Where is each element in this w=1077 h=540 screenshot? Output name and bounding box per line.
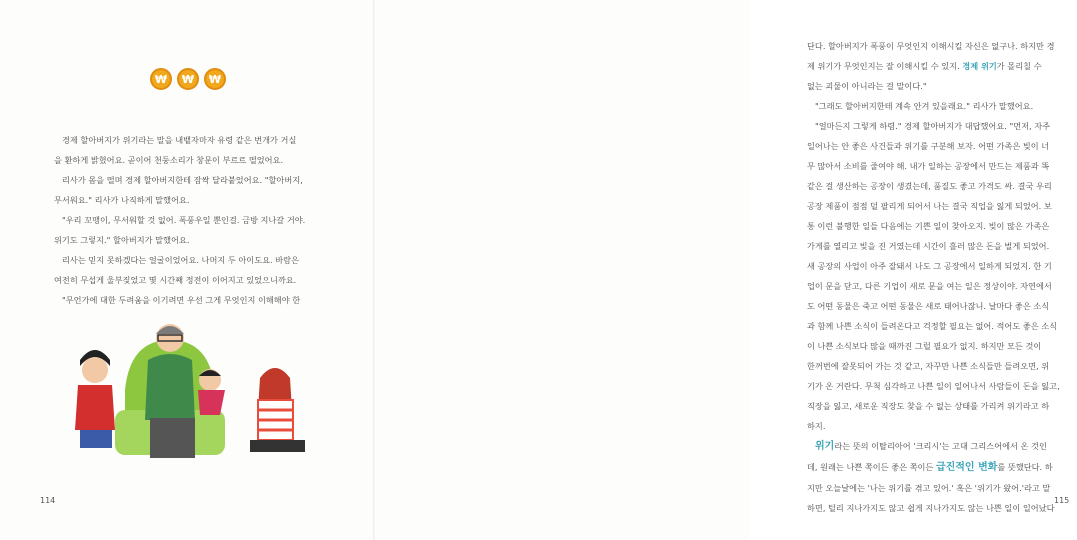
paragraph-line: 여전히 무섭게 울부짖었고 몇 시간째 정전이 이어지고 있었으니까요. — [54, 275, 297, 285]
paragraph-line: "우리 꼬맹이, 무서워할 것 없어. 폭풍우일 뿐인걸. 금방 지나갈 거야. — [62, 215, 306, 225]
paragraph-line: 직장을 잃고, 새로운 직장도 찾을 수 없는 상태를 가리켜 위기라고 하 — [807, 401, 1050, 411]
won-coin-icon: ₩ — [150, 68, 172, 90]
paragraph-line: 위기도 그렇지." 할아버지가 말했어요. — [54, 235, 190, 245]
paragraph-line: 지만 오늘날에는 '나는 위기를 겪고 있어.' 혹은 '위기가 왔어.'라고 말 — [807, 483, 1051, 493]
page-number: 114 — [40, 496, 56, 505]
paragraph-line: 제 위기가 무엇인지는 잘 이해시킬 수 있지. 경제 위기가 몰리칠 수 — [807, 61, 1042, 71]
paragraph-line: 기가 온 거란다. 무척 심각하고 나쁜 일이 일어나서 사람들이 돈을 잃고, — [807, 381, 1060, 391]
family-illustration — [70, 300, 320, 500]
paragraph-line: 업이 문을 닫고, 다른 기업이 새로 문을 여는 일은 정상이야. 자연에서 — [807, 281, 1052, 291]
paragraph-line: 을 환하게 밝혔어요. 곧이어 천둥소리가 창문이 부르르 떨었어요. — [54, 155, 284, 165]
paragraph-line: 통 이런 불행한 일들 다음에는 기쁜 일이 찾아오지. 빚이 많은 가족은 — [807, 221, 1050, 231]
paragraph-line: 없는 괴물이 아니라는 걸 말이다." — [807, 81, 927, 91]
won-coin-icon: ₩ — [177, 68, 199, 90]
paragraph-line: 하지. — [807, 421, 826, 431]
paragraph-line: 위기라는 뜻의 이탈리아어 '크리시'는 고대 그리스어에서 온 것인 — [815, 441, 1047, 452]
right-page — [375, 0, 1070, 540]
paragraph-line: 무서워요." 리사가 나직하게 말했어요. — [54, 195, 190, 205]
right-body-text — [807, 36, 1077, 518]
paragraph-line: 새 공장의 사업이 아주 잘돼서 나도 그 공장에서 일하게 되었지. 한 기 — [807, 261, 1052, 271]
won-coin-icon: ₩ — [204, 68, 226, 90]
paragraph-line: 리사는 믿지 못하겠다는 얼굴이었어요. 나머지 두 아이도요. 바람은 — [62, 255, 299, 265]
page-number: 115 — [1054, 496, 1070, 505]
paragraph-line: 경제 할아버지가 위기라는 말을 내뱉자마자 유령 같은 번개가 거실 — [62, 135, 297, 145]
paragraph-line: 리사가 몸을 떨며 경제 할아버지한테 잠싹 달라붙었어요. "할아버지, — [62, 175, 303, 185]
coin-ornament — [150, 68, 226, 90]
paragraph-line: 도 어떤 동물은 죽고 어떤 동물은 새로 태어나잖니. 날마다 좋은 소식 — [807, 301, 1050, 311]
paragraph-line: 가게를 열리고 빚을 진 거였는데 시간이 흘러 많은 돈을 벌게 되었어. — [807, 241, 1050, 251]
highlight-term: 위기 — [815, 441, 835, 452]
paragraph-line: 단다. 할아버지가 폭풍이 무엇인지 이해시킬 자신은 없구나. 하지만 경 — [807, 41, 1055, 51]
paragraph-line: 같은 걸 생산하는 공장이 생겼는데, 품질도 좋고 가격도 싸. 결국 우리 — [807, 181, 1052, 191]
paragraph-line: "얼마든지 그렇게 하렴." 경제 할아버지가 대답했어요. "먼저, 자주 — [815, 121, 1051, 131]
paragraph-line: 과 함께 나쁜 소식이 들려온다고 걱정할 필요는 없어. 적어도 좋은 소식 — [807, 321, 1058, 331]
paragraph-line: 일어나는 안 좋은 사건들과 위기를 구분해 보자. 어떤 가족은 빚이 너 — [807, 141, 1050, 151]
paragraph-line: "무언가에 대한 두려움을 이기려면 우선 그게 무엇인지 이해해야 한 — [62, 295, 301, 305]
paragraph-line: 데, 원래는 나쁜 쪽이든 좋은 쪽이든 급진적인 변화를 뜻했단다. 하 — [807, 462, 1053, 473]
highlight-term: 급진적인 변화 — [935, 462, 998, 473]
paragraph-line: 하면, 털리 지나가지도 않고 쉽게 지나가지도 않는 나쁜 일이 일어났다 — [807, 503, 1055, 513]
paragraph-line: 한꺼번에 잘못되어 가는 것 같고, 자꾸만 나쁜 소식들만 들려오면, 위 — [807, 361, 1050, 371]
paragraph-line: "그래도 할아버지한테 계속 안겨 있을래요." 리사가 말했어요. — [815, 101, 1034, 111]
paragraph-line: 이 나쁜 소식보다 많을 때까진 그럴 필요가 없지. 하지만 모든 것이 — [807, 341, 1042, 351]
left-page — [0, 0, 374, 540]
left-body-text — [54, 130, 334, 310]
paragraph-line: 무 많아서 소비를 줄여야 해. 내가 일하는 공장에서 만드는 제품과 똑 — [807, 161, 1050, 171]
paragraph-line: 공장 제품이 점점 덜 팔리게 되어서 나는 결국 직업을 잃게 되었어. 보 — [807, 201, 1052, 211]
highlight-term: 경제 위기 — [962, 61, 997, 71]
